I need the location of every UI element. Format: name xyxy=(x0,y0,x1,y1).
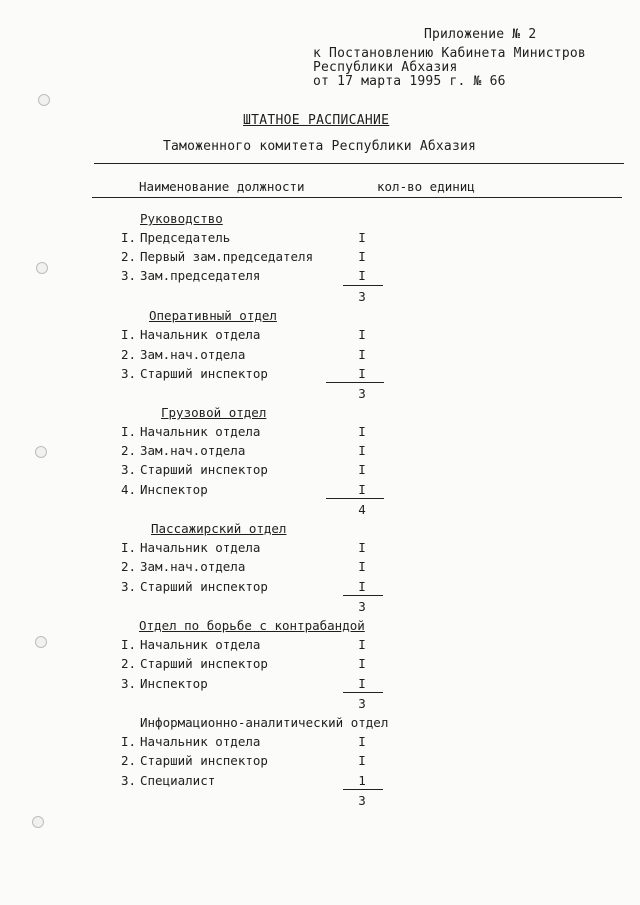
position-qty: I xyxy=(358,424,366,439)
position-name: Зам.председателя xyxy=(140,268,261,283)
subtotal-rule xyxy=(343,789,383,790)
position-name: Начальник отдела xyxy=(140,327,261,342)
row-number: I. xyxy=(120,424,136,439)
row-number: I. xyxy=(120,734,136,749)
position-name: Начальник отдела xyxy=(140,540,261,555)
row-number: 2. xyxy=(120,443,136,458)
position-qty: I xyxy=(358,443,366,458)
position-name: Зам.нач.отдела xyxy=(140,443,246,458)
position-name: Старший инспектор xyxy=(140,579,268,594)
position-qty: I xyxy=(358,753,366,768)
position-name: Председатель xyxy=(140,230,231,245)
position-name: Начальник отдела xyxy=(140,424,261,439)
row-number: 2. xyxy=(120,347,136,362)
position-name: Зам.нач.отдела xyxy=(140,347,246,362)
position-qty: I xyxy=(358,637,366,652)
row-number: 3. xyxy=(120,579,136,594)
subtotal-rule xyxy=(326,382,384,383)
position-qty: I xyxy=(358,482,366,497)
row-number: 2. xyxy=(120,753,136,768)
position-qty: I xyxy=(358,579,366,594)
section-title: Отдел по борьбе с контрабандой xyxy=(139,618,365,633)
section-total: 3 xyxy=(358,386,366,401)
column-header-qty: кол-во единиц xyxy=(377,179,475,194)
position-name: Старший инспектор xyxy=(140,753,268,768)
binder-hole xyxy=(35,446,47,458)
section-title: Оперативный отдел xyxy=(149,308,277,323)
row-number: I. xyxy=(120,637,136,652)
position-name: Инспектор xyxy=(140,482,208,497)
resolution-reference: к Постановлению Кабинета Министров xyxy=(313,46,586,61)
position-name: Старший инспектор xyxy=(140,462,268,477)
position-qty: I xyxy=(358,230,366,245)
resolution-date: от 17 марта 1995 г. № 66 xyxy=(313,74,506,89)
section-title: Грузовой отдел xyxy=(161,405,267,420)
subtotal-rule xyxy=(343,285,383,286)
row-number: I. xyxy=(120,540,136,555)
section-title: Информационно-аналитический отдел xyxy=(140,715,389,730)
binder-hole xyxy=(35,636,47,648)
section-total: 3 xyxy=(358,793,366,808)
document-subtitle: Таможенного комитета Республики Абхазия xyxy=(163,139,477,154)
position-qty: I xyxy=(358,462,366,477)
position-qty: I xyxy=(358,734,366,749)
position-name: Инспектор xyxy=(140,676,208,691)
section-title: Пассажирский отдел xyxy=(151,521,287,536)
section-total: 3 xyxy=(358,289,366,304)
row-number: 2. xyxy=(120,249,136,264)
row-number: 2. xyxy=(120,559,136,574)
position-qty: I xyxy=(358,249,366,264)
appendix-number: Приложение № 2 xyxy=(424,27,537,42)
position-qty: I xyxy=(358,676,366,691)
row-number: 4. xyxy=(120,482,136,497)
position-qty: 1 xyxy=(358,773,366,788)
position-qty: I xyxy=(358,559,366,574)
row-number: I. xyxy=(120,327,136,342)
row-number: I. xyxy=(120,230,136,245)
subtotal-rule xyxy=(343,595,383,596)
row-number: 3. xyxy=(120,773,136,788)
position-name: Зам.нач.отдела xyxy=(140,559,246,574)
position-qty: I xyxy=(358,366,366,381)
position-name: Специалист xyxy=(140,773,216,788)
binder-hole xyxy=(38,94,50,106)
section-total: 4 xyxy=(358,502,366,517)
position-name: Старший инспектор xyxy=(140,656,268,671)
position-name: Старший инспектор xyxy=(140,366,268,381)
binder-hole xyxy=(36,262,48,274)
position-name: Первый зам.председателя xyxy=(140,249,314,264)
binder-hole xyxy=(32,816,44,828)
position-name: Начальник отдела xyxy=(140,637,261,652)
row-number: 2. xyxy=(120,656,136,671)
document-title: ШТАТНОЕ РАСПИСАНИЕ xyxy=(243,113,390,128)
position-qty: I xyxy=(358,327,366,342)
column-header-name: Наименование должности xyxy=(139,179,305,194)
section-total: 3 xyxy=(358,599,366,614)
section-title: Руководство xyxy=(140,211,223,226)
row-number: 3. xyxy=(120,366,136,381)
subtotal-rule xyxy=(343,692,383,693)
position-qty: I xyxy=(358,268,366,283)
row-number: 3. xyxy=(120,462,136,477)
row-number: 3. xyxy=(120,268,136,283)
position-name: Начальник отдела xyxy=(140,734,261,749)
row-number: 3. xyxy=(120,676,136,691)
position-qty: I xyxy=(358,656,366,671)
republic-name: Республики Абхазия xyxy=(313,60,458,75)
section-total: 3 xyxy=(358,696,366,711)
position-qty: I xyxy=(358,347,366,362)
position-qty: I xyxy=(358,540,366,555)
table-top-rule xyxy=(94,163,624,164)
table-header-rule xyxy=(92,197,622,198)
subtotal-rule xyxy=(326,498,384,499)
